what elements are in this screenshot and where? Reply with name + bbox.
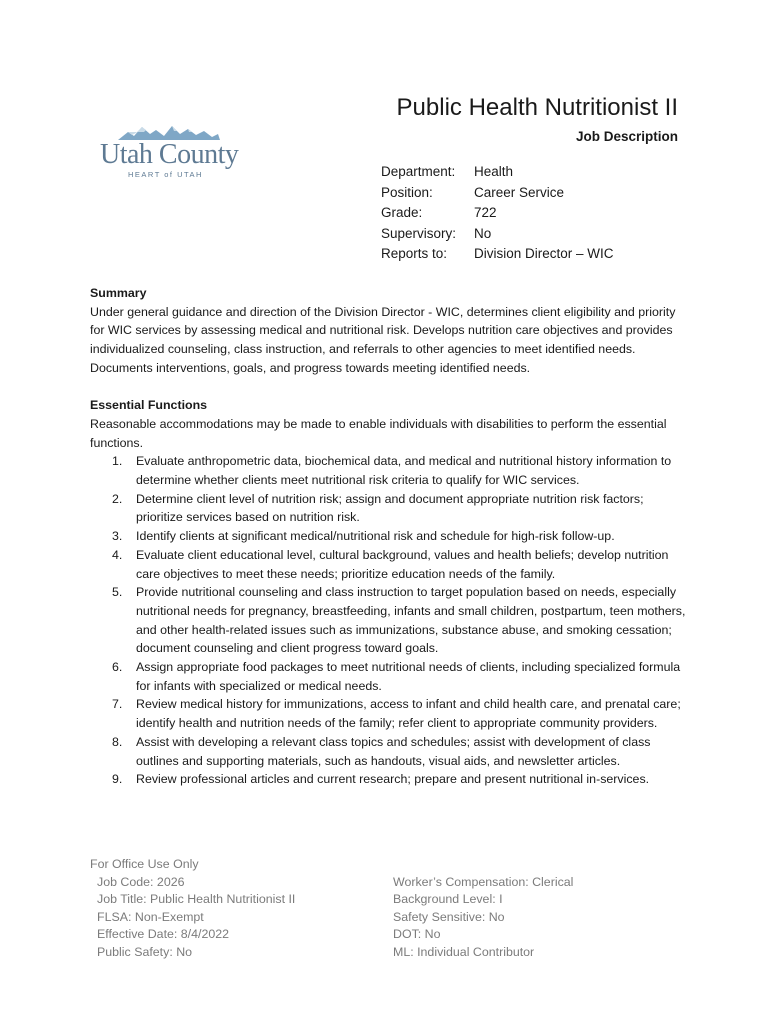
essential-functions-heading: Essential Functions bbox=[90, 398, 208, 413]
meta-value: No bbox=[474, 225, 492, 241]
list-item-text: Assign appropriate food packages to meet nutritional needs of clients, including specialized formula for infants with specialized or medical needs. bbox=[136, 660, 681, 693]
list-item bbox=[90, 527, 690, 546]
logo-tagline: HEART of UTAH bbox=[128, 170, 203, 179]
list-item bbox=[90, 546, 690, 583]
list-number: 5. bbox=[112, 585, 123, 600]
list-number: 6. bbox=[112, 660, 123, 675]
list-number: 3. bbox=[112, 529, 123, 544]
list-number: 1. bbox=[112, 454, 123, 469]
list-item bbox=[90, 583, 690, 658]
footer-left-column bbox=[90, 874, 393, 962]
meta-label: Reports to: bbox=[381, 246, 448, 261]
list-item bbox=[90, 490, 690, 527]
meta-row-supervisory bbox=[381, 224, 614, 245]
meta-label: Grade: bbox=[381, 205, 423, 220]
meta-label: Supervisory: bbox=[381, 225, 457, 241]
footer-item: Job Title: Public Health Nutritionist II bbox=[97, 892, 296, 906]
footer-item: Worker’s Compensation: Clerical bbox=[393, 874, 574, 889]
meta-row-reports-to bbox=[381, 244, 614, 265]
list-number: 4. bbox=[112, 547, 123, 562]
list-item bbox=[90, 452, 690, 489]
footer-right-column bbox=[393, 874, 683, 962]
document-subtitle: Job Description bbox=[575, 129, 678, 144]
meta-label: Position: bbox=[381, 184, 433, 200]
meta-row-grade bbox=[381, 203, 614, 224]
meta-value: 722 bbox=[474, 205, 497, 220]
document-body bbox=[90, 284, 690, 789]
list-item-text: Determine client level of nutrition risk; assign and document appropriate nutrition risk factors; prioritize services based on nutrition risk. bbox=[136, 491, 644, 525]
meta-value: Division Director – WIC bbox=[474, 246, 614, 261]
summary-text: Under general guidance and direction of the Division Director - WIC, determines client eligibility and priority for WIC services by assessing medical and nutritional risk. Develops nutrition care objectives and provides individualized counseling, class instruction, and referrals to other agencies to meet identified needs. Documents interventions, goals, and progress towards meeting identified needs. bbox=[90, 304, 676, 375]
list-item-text: Evaluate client educational level, cultural background, values and health beliefs; develop nutrition care objectives to meet these needs; prioritize education needs of the family. bbox=[136, 547, 669, 581]
list-item bbox=[90, 695, 690, 732]
essential-functions-intro: Reasonable accommodations may be made to enable individuals with disabilities to perform the essential functions. bbox=[90, 416, 667, 450]
list-item-text: Review professional articles and current research; prepare and present nutritional in-services. bbox=[136, 772, 650, 787]
essential-functions-list bbox=[90, 452, 690, 789]
meta-row-position bbox=[381, 183, 614, 204]
list-item bbox=[90, 733, 690, 770]
summary-heading: Summary bbox=[90, 286, 147, 300]
footer-item: ML: Individual Contributor bbox=[393, 944, 535, 959]
footer-item: Effective Date: 8/4/2022 bbox=[97, 927, 230, 941]
list-item bbox=[90, 770, 690, 789]
footer-item: Public Safety: No bbox=[97, 944, 193, 959]
logo-wordmark: Utah County bbox=[100, 139, 239, 170]
footer-item: FLSA: Non-Exempt bbox=[97, 909, 204, 924]
list-item-text: Assist with developing a relevant class topics and schedules; assist with development of class outlines and supporting materials, such as handouts, visual aids, and newsletter articles. bbox=[136, 734, 651, 768]
meta-label: Department: bbox=[381, 164, 456, 179]
list-number: 8. bbox=[112, 734, 123, 749]
list-item-text: Provide nutritional counseling and class instruction to target population based on needs, especially nutritional needs for pregnancy, breastfeeding, infants and small children, postpartum, teen mothers, and other health-related issues such as immunizations, substance abuse, and smoking cessation; document counseling and client progress toward goals. bbox=[136, 585, 686, 656]
list-number: 9. bbox=[112, 772, 123, 787]
meta-row-department bbox=[381, 162, 614, 183]
list-item bbox=[90, 658, 690, 695]
footer-item: Safety Sensitive: No bbox=[393, 909, 505, 924]
list-item-text: Evaluate anthropometric data, biochemical data, and medical and nutritional history information to determine whether clients meet nutritional risk criteria to qualify for WIC services. bbox=[136, 454, 672, 488]
footer-item: Job Code: 2026 bbox=[97, 874, 185, 889]
list-item-text: Review medical history for immunizations, access to infant and child health care, and prenatal care; identify health and nutrition needs of the family; refer client to appropriate community providers. bbox=[136, 697, 681, 731]
list-number: 7. bbox=[112, 697, 123, 712]
list-number: 2. bbox=[112, 491, 123, 506]
footer-heading: For Office Use Only bbox=[90, 857, 199, 871]
list-item-text: Identify clients at significant medical/nutritional risk and schedule for high-risk follow-up. bbox=[136, 529, 615, 544]
meta-value: Career Service bbox=[474, 184, 565, 200]
meta-value: Health bbox=[474, 164, 514, 179]
footer-item: Background Level: I bbox=[393, 892, 503, 906]
footer-item: DOT: No bbox=[393, 927, 441, 941]
page-title: Public Health Nutritionist II bbox=[396, 94, 678, 121]
job-meta-table bbox=[381, 162, 614, 265]
office-use-footer bbox=[90, 856, 690, 961]
